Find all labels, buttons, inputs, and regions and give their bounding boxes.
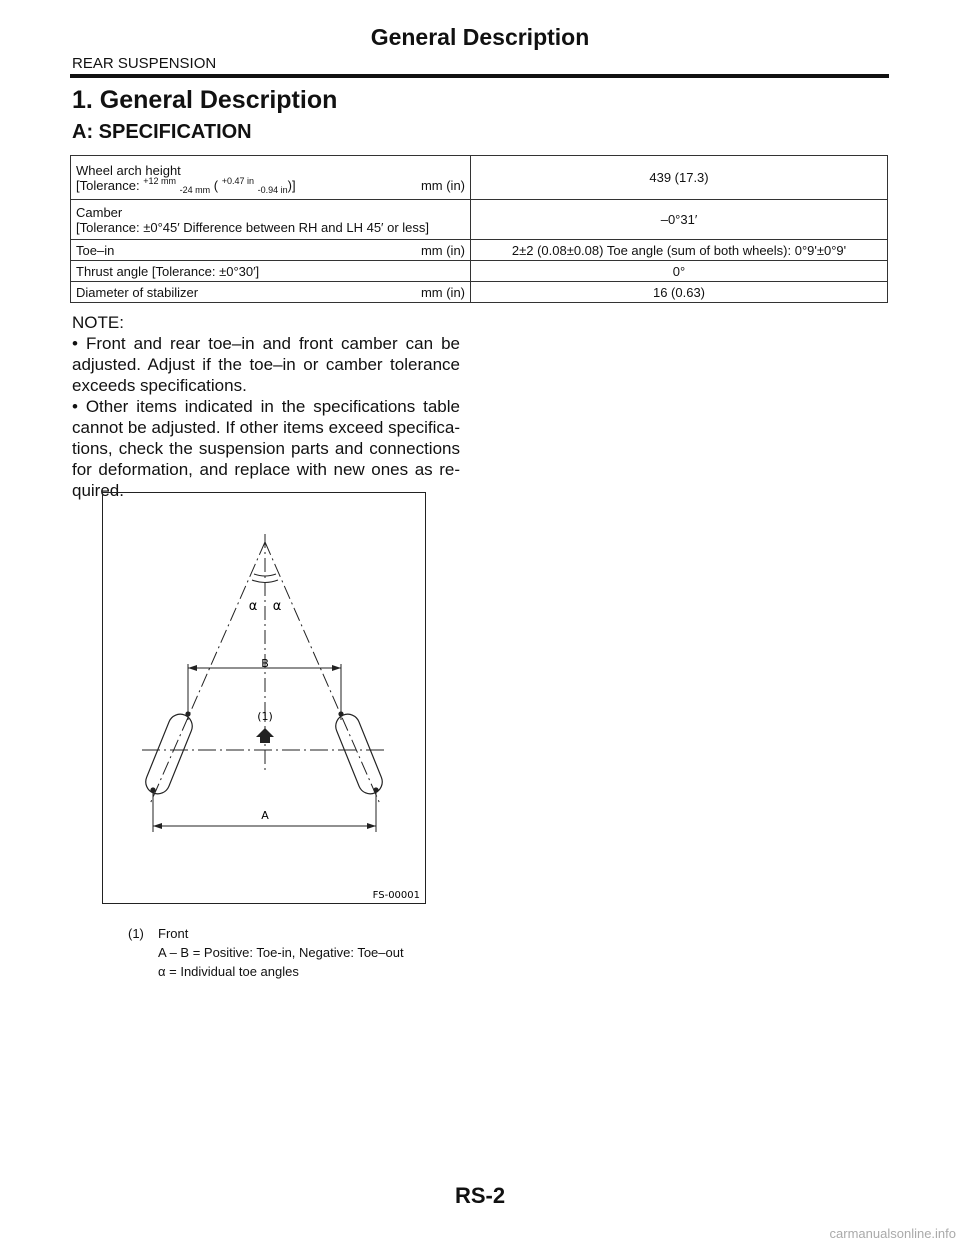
note-line: adjusted. Adjust if the toe–in or camber tolerance bbox=[72, 355, 460, 374]
note-line: • Other items indicated in the specifications table bbox=[72, 397, 460, 416]
tolerance-open: ( bbox=[210, 177, 219, 193]
toe-in-value: 2±2 (0.08±0.08) Toe angle (sum of both wheels): 0°9'±0°9' bbox=[471, 240, 888, 261]
b-arrow-left bbox=[188, 665, 197, 671]
wheel-arch-tolerance bbox=[76, 175, 296, 195]
toe-in-diagram bbox=[102, 492, 426, 904]
toe-in-unit: mm (in) bbox=[420, 242, 465, 258]
spec-label-toe-in bbox=[71, 240, 471, 261]
note-line: for deformation, and replace with new ones as re- bbox=[72, 460, 460, 479]
header-rule bbox=[70, 74, 889, 78]
camber-value: –0°31′ bbox=[471, 200, 888, 240]
spec-label-wheel-arch bbox=[71, 156, 471, 200]
note-line: quired. bbox=[72, 481, 124, 500]
note-line: cannot be adjusted. If other items exceed specifica- bbox=[72, 418, 460, 437]
right-wheel bbox=[332, 711, 386, 798]
wheel-arch-value: 439 (17.3) bbox=[471, 156, 888, 200]
angle-arc-outer bbox=[252, 580, 278, 583]
spec-label-stabilizer bbox=[71, 282, 471, 303]
toe-in-label: Toe–in bbox=[76, 242, 115, 258]
tolerance-prefix: [Tolerance: bbox=[76, 177, 144, 193]
stabilizer-label: Diameter of stabilizer bbox=[76, 284, 199, 300]
heading-specification: A: SPECIFICATION bbox=[72, 121, 252, 143]
section-name: REAR SUSPENSION bbox=[72, 55, 217, 72]
note-line: exceeds specifications. bbox=[72, 376, 247, 395]
a-label: A bbox=[261, 809, 269, 822]
note-line: tions, check the suspension parts and connections bbox=[72, 439, 460, 458]
left-rear-point bbox=[150, 787, 155, 792]
left-wheel bbox=[142, 711, 196, 798]
right-toe-line bbox=[265, 542, 380, 804]
camber-title: Camber bbox=[76, 204, 123, 220]
legend-number: (1) bbox=[128, 926, 144, 941]
wheel-arch-title: Wheel arch height bbox=[76, 162, 181, 178]
a-arrow-left bbox=[153, 823, 162, 829]
camber-tolerance: [Tolerance: ±0°45′ Difference between RH and LH 45′ or less] bbox=[76, 219, 429, 235]
front-label: (1) bbox=[257, 710, 273, 723]
left-toe-line bbox=[150, 542, 265, 804]
stabilizer-value: 16 (0.63) bbox=[471, 282, 888, 303]
tolerance-in-minus: -0.94 in bbox=[257, 184, 288, 195]
right-rear-point bbox=[373, 787, 378, 792]
table-row bbox=[71, 156, 888, 200]
tolerance-in-plus: +0.47 in bbox=[221, 175, 254, 186]
wheel-arch-unit: mm (in) bbox=[420, 177, 465, 193]
tolerance-mm-minus: -24 mm bbox=[179, 184, 211, 195]
thrust-angle-value: 0° bbox=[471, 261, 888, 282]
heading-general-description: 1. General Description bbox=[72, 86, 338, 114]
legend-front: Front bbox=[158, 926, 189, 941]
thrust-angle-label: Thrust angle [Tolerance: ±0°30′] bbox=[71, 261, 471, 282]
table-row bbox=[71, 282, 888, 303]
watermark: carmanualsonline.info bbox=[829, 1226, 956, 1241]
notes-block bbox=[72, 312, 460, 501]
legend-alpha-definition: α = Individual toe angles bbox=[158, 964, 299, 979]
a-arrow-right bbox=[367, 823, 376, 829]
legend-toe-definition: A – B = Positive: Toe-in, Negative: Toe–out bbox=[158, 945, 404, 960]
table-row bbox=[71, 240, 888, 261]
table-row bbox=[71, 261, 888, 282]
tolerance-close: )] bbox=[287, 177, 296, 193]
right-front-point bbox=[338, 711, 343, 716]
alpha-left-label: α bbox=[248, 599, 258, 614]
angle-arc-inner bbox=[254, 574, 276, 576]
front-arrow-icon bbox=[256, 728, 274, 743]
b-label: B bbox=[261, 657, 269, 670]
figure-frame bbox=[103, 493, 426, 904]
note-line: • Front and rear toe–in and front camber can be bbox=[72, 334, 460, 353]
table-row bbox=[71, 200, 888, 240]
note-heading: NOTE: bbox=[72, 313, 124, 332]
specification-table bbox=[70, 155, 888, 303]
figure-legend bbox=[128, 924, 404, 981]
page-title: General Description bbox=[370, 24, 590, 50]
legend-item bbox=[128, 924, 404, 943]
toe-in-row bbox=[76, 243, 465, 258]
left-front-point bbox=[185, 711, 190, 716]
stabilizer-unit: mm (in) bbox=[420, 284, 465, 300]
spec-label-camber bbox=[71, 200, 471, 240]
toe-in-diagram-svg bbox=[102, 492, 426, 904]
alpha-right-label: α bbox=[272, 599, 282, 614]
tolerance-mm-plus: +12 mm bbox=[143, 175, 176, 186]
wheel-arch-tolerance-row bbox=[76, 175, 465, 195]
page-number: RS-2 bbox=[454, 1183, 506, 1208]
stabilizer-row bbox=[76, 285, 465, 300]
figure-id: FS-00001 bbox=[372, 890, 420, 901]
b-arrow-right bbox=[332, 665, 341, 671]
